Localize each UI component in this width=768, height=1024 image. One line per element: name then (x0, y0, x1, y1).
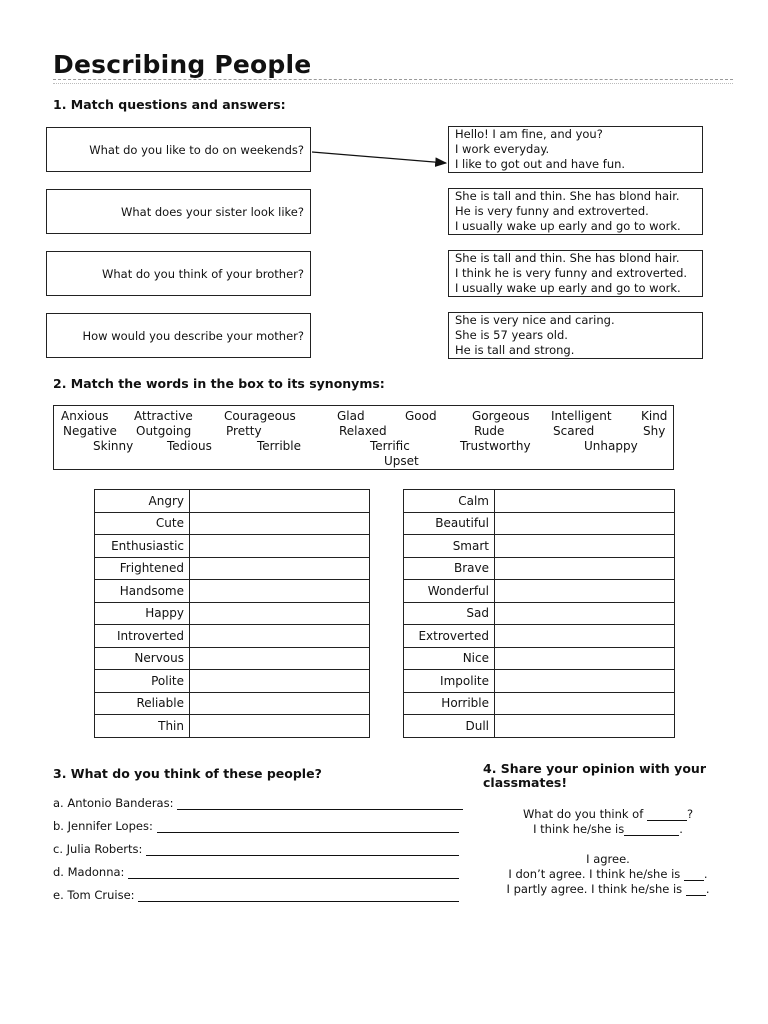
word-cell: Handsome (95, 580, 190, 603)
answer-line: She is tall and thin. She has blond hair. (455, 189, 680, 203)
partly-agree-line (478, 882, 738, 896)
section2-heading: 2. Match the words in the box to its synonyms: (53, 376, 385, 391)
prompt-text: ? (686, 807, 694, 821)
word-box (53, 405, 674, 470)
table-row (95, 512, 370, 535)
person-label: e. Tom Cruise: (53, 888, 135, 902)
person-item (53, 819, 459, 833)
person-label: d. Madonna: (53, 865, 125, 879)
word-cell: Polite (95, 670, 190, 693)
question-text: How would you describe your mother? (82, 328, 304, 343)
word: Tedious (167, 439, 212, 453)
answer-line: She is very nice and caring. (455, 313, 615, 327)
section3-heading: 3. What do you think of these people? (53, 766, 322, 781)
table-row (404, 490, 675, 513)
synonym-table-left (94, 489, 370, 738)
word: Shy (643, 424, 666, 438)
word: Terrible (257, 439, 301, 453)
answer-blank[interactable] (146, 855, 459, 856)
answer-line: She is 57 years old. (455, 328, 568, 342)
answer-cell[interactable] (190, 692, 370, 715)
section4-heading-line: classmates! (483, 775, 568, 790)
word: Relaxed (339, 424, 387, 438)
table-row (404, 512, 675, 535)
person-item (53, 865, 459, 879)
answer-blank[interactable] (177, 809, 463, 810)
word: Scared (553, 424, 595, 438)
table-row (95, 490, 370, 513)
answer-cell[interactable] (495, 580, 675, 603)
table-row (404, 557, 675, 580)
answer-line: I work everyday. (455, 142, 550, 156)
answer-line: I usually wake up early and go to work. (455, 219, 681, 233)
table-row (404, 715, 675, 738)
table-row (95, 535, 370, 558)
word: Trustworthy (460, 439, 531, 453)
word: Upset (384, 454, 419, 468)
word-cell: Horrible (404, 692, 495, 715)
question-text: What does your sister look like? (121, 204, 304, 219)
word: Outgoing (136, 424, 192, 438)
prompt-blank[interactable] (686, 895, 706, 896)
table-row (95, 602, 370, 625)
word-cell: Nervous (95, 647, 190, 670)
answer-prompt (478, 822, 738, 836)
prompt-text: I partly agree. I think he/she is (506, 882, 683, 896)
table-row (404, 670, 675, 693)
word-cell: Impolite (404, 670, 495, 693)
answer-line: I think he is very funny and extroverted. (455, 266, 688, 280)
prompt-blank[interactable] (647, 820, 687, 821)
page-title: Describing People (53, 50, 312, 79)
table-row (404, 535, 675, 558)
section4-heading (483, 762, 733, 790)
answer-line: Hello! I am fine, and you? (455, 127, 603, 141)
answer-cell[interactable] (495, 670, 675, 693)
synonym-table-right (403, 489, 675, 738)
word-cell: Enthusiastic (95, 535, 190, 558)
word-cell: Calm (404, 490, 495, 513)
word-cell: Frightened (95, 557, 190, 580)
word-cell: Extroverted (404, 625, 495, 648)
table-row (95, 557, 370, 580)
word: Terrific (370, 439, 410, 453)
question-text: What do you think of your brother? (101, 266, 304, 281)
table-row (95, 625, 370, 648)
match-arrow (0, 0, 768, 200)
table-row (95, 580, 370, 603)
word-cell: Sad (404, 602, 495, 625)
word: Negative (63, 424, 117, 438)
prompt-blank[interactable] (624, 835, 679, 836)
person-item (53, 796, 463, 810)
answer-cell[interactable] (495, 692, 675, 715)
word-cell: Cute (95, 512, 190, 535)
table-row (95, 715, 370, 738)
answer-line: She is tall and thin. She has blond hair. (455, 251, 680, 265)
answer-cell[interactable] (190, 580, 370, 603)
prompt-text: I think he/she is (533, 822, 625, 836)
word: Attractive (134, 409, 193, 423)
disagree-line (478, 867, 738, 881)
word: Intelligent (551, 409, 612, 423)
answer-cell[interactable] (495, 647, 675, 670)
answer-cell[interactable] (190, 535, 370, 558)
table-row (404, 625, 675, 648)
table-row (404, 602, 675, 625)
person-item (53, 888, 459, 902)
answer-cell[interactable] (495, 557, 675, 580)
question-box[interactable] (46, 313, 311, 358)
person-label: c. Julia Roberts: (53, 842, 143, 856)
prompt-blank[interactable] (684, 880, 704, 881)
word-cell: Beautiful (404, 512, 495, 535)
table-row (95, 670, 370, 693)
answer-cell[interactable] (190, 670, 370, 693)
word-cell: Introverted (95, 625, 190, 648)
word: Pretty (226, 424, 262, 438)
answer-line: I usually wake up early and go to work. (455, 281, 681, 295)
word: Good (405, 409, 437, 423)
answer-cell[interactable] (190, 602, 370, 625)
word: Courageous (224, 409, 296, 423)
prompt-text: I don’t agree. I think he/she is (508, 867, 681, 881)
answer-cell[interactable] (190, 512, 370, 535)
agree-line: I agree. (586, 852, 630, 866)
answer-cell[interactable] (190, 715, 370, 738)
answer-line: I like to got out and have fun. (455, 157, 626, 171)
prompt-text: . (679, 822, 683, 836)
table-row (404, 692, 675, 715)
answer-cell[interactable] (495, 535, 675, 558)
word-cell: Thin (95, 715, 190, 738)
word-cell: Happy (95, 602, 190, 625)
word-cell: Dull (404, 715, 495, 738)
word: Skinny (93, 439, 134, 453)
prompt-text: . (703, 867, 708, 881)
word: Anxious (61, 409, 109, 423)
word: Gorgeous (472, 409, 530, 423)
word-cell: Wonderful (404, 580, 495, 603)
table-row (95, 692, 370, 715)
answer-line: He is tall and strong. (455, 343, 575, 357)
word-cell: Angry (95, 490, 190, 513)
answer-blank[interactable] (157, 832, 459, 833)
person-label: b. Jennifer Lopes: (53, 819, 153, 833)
answer-box[interactable] (448, 250, 703, 297)
word: Glad (337, 409, 365, 423)
question-box[interactable] (46, 251, 311, 296)
prompt-text: What do you think of (522, 807, 644, 821)
answer-cell[interactable] (190, 647, 370, 670)
word-cell: Smart (404, 535, 495, 558)
answer-line: He is very funny and extroverted. (455, 204, 649, 218)
answer-cell[interactable] (190, 490, 370, 513)
answer-blank[interactable] (138, 901, 459, 902)
answer-cell[interactable] (190, 557, 370, 580)
answer-cell[interactable] (190, 625, 370, 648)
table-row (404, 580, 675, 603)
answer-cell[interactable] (495, 602, 675, 625)
table-row (95, 647, 370, 670)
answer-cell[interactable] (495, 715, 675, 738)
question-prompt (478, 807, 738, 821)
word-cell: Reliable (95, 692, 190, 715)
word: Rude (474, 424, 505, 438)
section4-heading-line: 4. Share your opinion with your (483, 761, 706, 776)
question-text: What do you like to do on weekends? (89, 142, 304, 157)
answer-box[interactable] (448, 312, 703, 359)
word: Kind (641, 409, 668, 423)
section1-heading: 1. Match questions and answers: (53, 97, 286, 112)
word-cell: Brave (404, 557, 495, 580)
table-row (404, 647, 675, 670)
word: Unhappy (584, 439, 638, 453)
answer-cell[interactable] (495, 512, 675, 535)
person-item (53, 842, 459, 856)
person-label: a. Antonio Banderas: (53, 796, 174, 810)
answer-cell[interactable] (495, 625, 675, 648)
answer-blank[interactable] (128, 878, 459, 879)
word-cell: Nice (404, 647, 495, 670)
answer-cell[interactable] (495, 490, 675, 513)
prompt-text: . (705, 882, 710, 896)
